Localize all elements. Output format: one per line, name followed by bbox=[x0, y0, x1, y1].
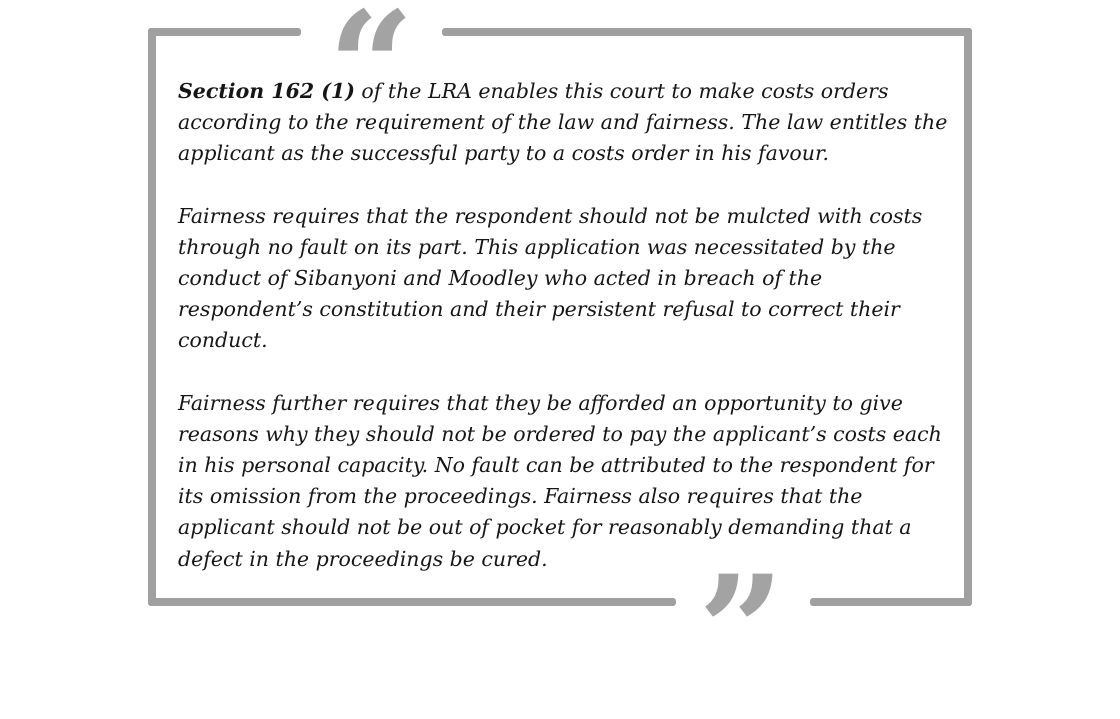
quote-paragraph-3: Fairness further requires that they be afforded an opportunity to give reasons why they should not be ordered to pay the applicant’s costs each in his personal capacity. No fault can be attributed to the respondent for its omission from the proceedings. Fairness also requires that the applicant should not be out of pocket for reasonably demanding that a defect in the proceedings be cured. bbox=[178, 390, 942, 571]
frame-right-line bbox=[964, 28, 972, 606]
frame-top-left-line bbox=[148, 28, 301, 36]
frame-left-line bbox=[148, 28, 156, 606]
paragraph-1-text: of the LRA enables this court to make costs orders according to the requirement of the law and fairness. The law entitles the applicant as the successful party to a costs order in his favour. bbox=[178, 79, 948, 166]
section-reference: Section 162 (1) bbox=[178, 79, 355, 103]
quote-paragraph-2: Fairness requires that the respondent should not be mulcted with costs through no fault on its part. This application was necessitated by the conduct of Sibanyoni and Moodley who acted in breach of the respondent’s constitution and their persistent refusal to correct their conduct. bbox=[178, 203, 923, 353]
quote-body bbox=[178, 76, 958, 606]
quote-paragraph-1 bbox=[178, 76, 958, 170]
open-quote-icon: “ bbox=[328, 0, 415, 155]
frame-top-right-line bbox=[442, 28, 972, 36]
close-quote-icon: ” bbox=[698, 543, 785, 719]
